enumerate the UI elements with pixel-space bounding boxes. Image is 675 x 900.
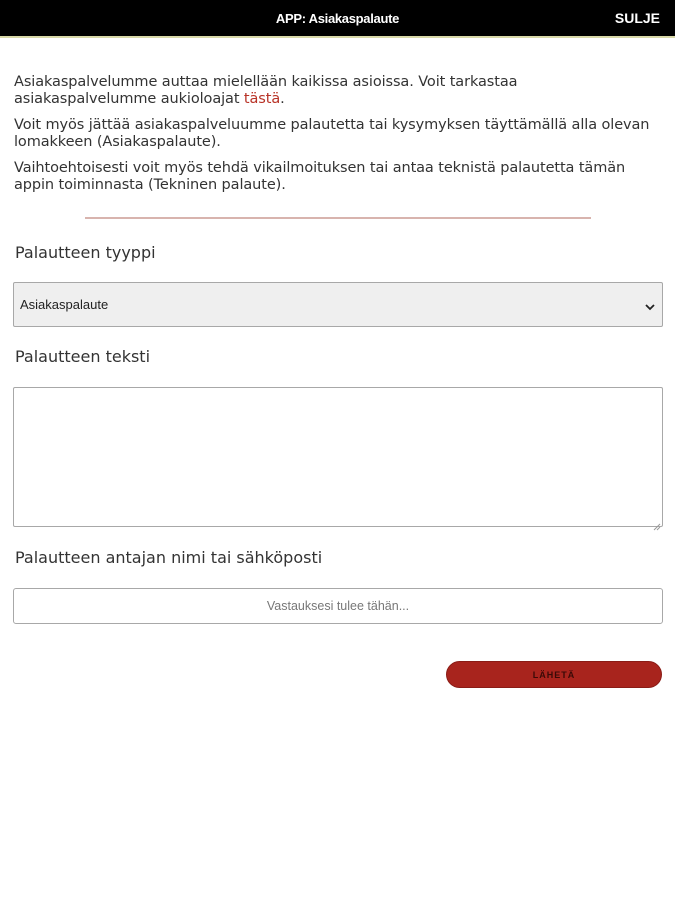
close-button[interactable]: SULJE: [614, 10, 660, 26]
intro-paragraph-1-end: .: [280, 91, 285, 107]
top-bar: [0, 0, 675, 38]
feedback-text-area[interactable]: [13, 387, 663, 527]
resize-handle-icon[interactable]: [652, 516, 661, 525]
intro-paragraph-2: Voit myös jättää asiakaspalveluumme palautetta tai kysymyksen täyttämällä alla olevan lomakkeen (Asiakaspalaute).: [14, 117, 650, 150]
submit-label: LÄHETÄ: [532, 670, 576, 680]
submit-button[interactable]: [446, 661, 662, 688]
intro-paragraph-1: [14, 74, 664, 108]
intro-paragraph-3: Vaihtoehtoisesti voit myös tehdä vikailmoituksen tai antaa teknistä palautetta tämän appin toiminnasta (Tekninen palaute).: [14, 160, 626, 193]
opening-hours-link[interactable]: tästä: [243, 91, 281, 107]
sender-input[interactable]: [13, 588, 663, 624]
chevron-down-icon: [644, 298, 656, 310]
app-title: APP: Asiakaspalaute: [275, 11, 400, 26]
intro-text: [14, 74, 664, 203]
feedback-type-label: Palautteen tyyppi: [15, 243, 156, 262]
intro-paragraph-1-text: Asiakaspalvelumme auttaa mielellään kaikissa asioissa. Voit tarkastaa asiakaspalvelumme aukioloajat: [14, 74, 518, 107]
feedback-type-select[interactable]: [13, 282, 663, 327]
feedback-type-value: Asiakaspalaute: [20, 297, 109, 312]
feedback-text-label: Palautteen teksti: [15, 347, 151, 366]
sender-placeholder: Vastauksesi tulee tähän...: [266, 599, 410, 613]
section-divider: [85, 217, 591, 219]
sender-label: Palautteen antajan nimi tai sähköposti: [15, 548, 323, 567]
